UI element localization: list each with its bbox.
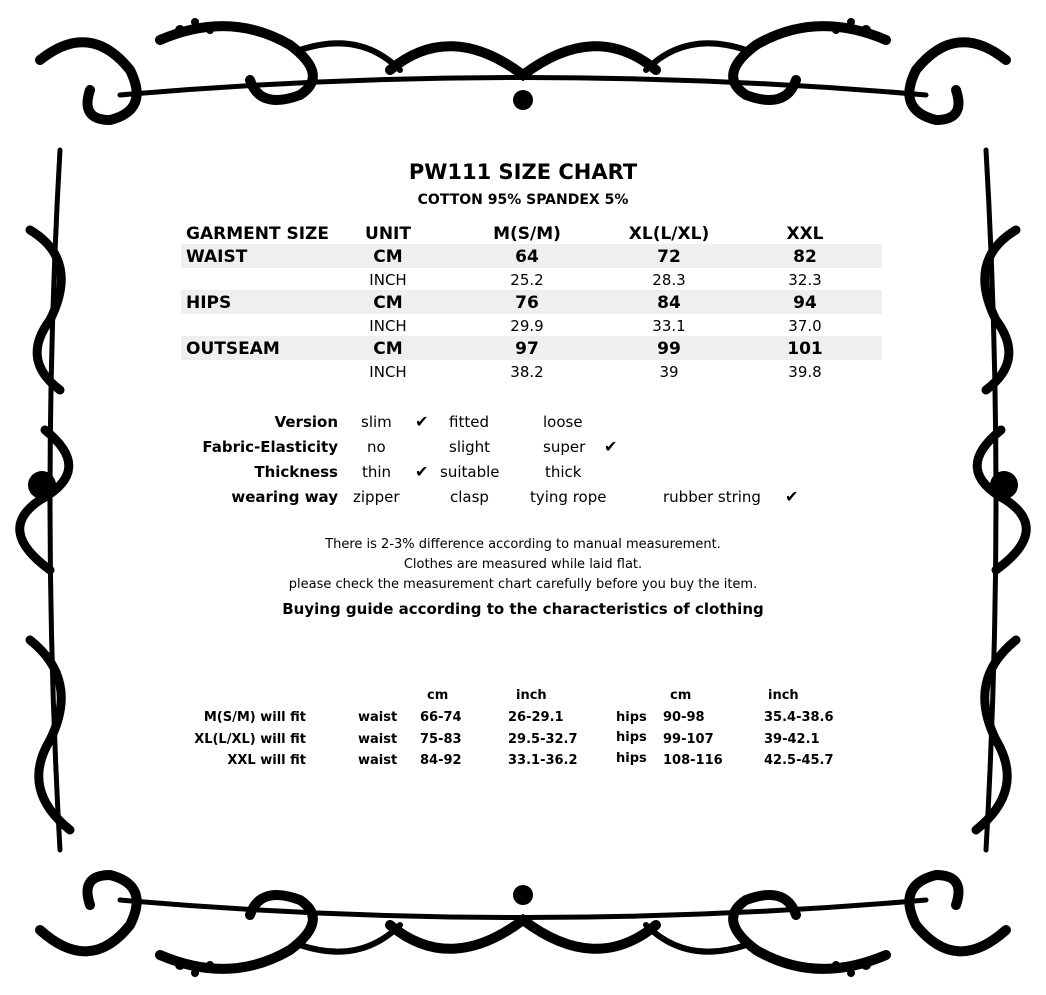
feature-option: clasp [450,488,489,506]
fit-waist: waist [358,753,398,768]
fit-label: XL(L/XL) will fit [194,732,306,747]
fit-hips: hips [616,730,647,745]
cell-value: 39 [659,363,679,381]
feature-option: slim [361,413,392,431]
check-mark-icon: ✔ [785,487,799,506]
feature-label-fabric-elasticity: Fabric-Elasticity [202,438,338,456]
row-label-outseam: OUTSEAM [186,339,280,359]
fit-waist-cm: 66-74 [420,710,462,725]
row-label-waist: WAIST [186,247,248,267]
feature-label-thickness: Thickness [254,463,338,481]
fit-label: XXL will fit [227,753,306,768]
unit-cm: CM [373,293,403,313]
feature-option: no [367,438,386,456]
feature-option: rubber string [663,488,761,506]
cell-value: 99 [657,339,681,359]
buying-guide-title: Buying guide according to the characteristics of clothing [282,600,764,618]
fit-hips-inch: 42.5-45.7 [764,753,834,768]
header-unit: UNIT [365,224,411,244]
row-label-hips: HIPS [186,293,232,313]
header-garment-size: GARMENT SIZE [186,224,329,244]
fit-waist-cm: 75-83 [420,732,462,747]
feature-option: suitable [440,463,500,481]
cell-value: 37.0 [788,317,822,335]
fit-hips-cm: 90-98 [663,710,705,725]
fit-waist: waist [358,710,398,725]
fit-hips: hips [616,751,647,766]
feature-option: loose [543,413,583,431]
fit-hips-inch: 39-42.1 [764,732,820,747]
chart-title: PW111 SIZE CHART [408,160,638,184]
cell-value: 25.2 [510,271,544,289]
check-mark-icon: ✔ [604,437,618,456]
col-header-hips-cm: cm [670,688,692,703]
fit-hips-cm: 99-107 [663,732,714,747]
fit-hips: hips [616,710,647,725]
cell-value: 72 [657,247,681,267]
measurement-note: Clothes are measured while laid flat. [403,557,643,572]
feature-option: fitted [449,413,489,431]
fit-waist-inch: 26-29.1 [508,710,564,725]
feature-option: thick [545,463,582,481]
feature-label-version: Version [274,413,338,431]
cell-value: 101 [787,339,823,359]
feature-option: super [543,438,586,456]
cell-value: 97 [515,339,539,359]
cell-value: 29.9 [510,317,544,335]
feature-option: thin [362,463,392,481]
feature-option: zipper [353,488,400,506]
cell-value: 94 [793,293,817,313]
header-size-m: M(S/M) [493,224,561,244]
cell-value: 33.1 [652,317,686,335]
material-composition: COTTON 95% SPANDEX 5% [417,192,629,208]
unit-cm: CM [373,339,403,359]
measurement-note: please check the measurement chart carefully before you buy the item. [288,577,758,592]
fit-waist-inch: 29.5-32.7 [508,732,578,747]
measurement-note: There is 2-3% difference according to manual measurement. [325,537,721,552]
col-header-hips-inch: inch [768,688,799,703]
cell-value: 76 [515,293,539,313]
feature-option: slight [449,438,491,456]
feature-option: tying rope [530,488,607,506]
unit-cm: CM [373,247,403,267]
fit-waist-inch: 33.1-36.2 [508,753,578,768]
header-size-xxl: XXL [786,224,824,244]
fit-hips-inch: 35.4-38.6 [764,710,834,725]
fit-label: M(S/M) will fit [203,710,306,725]
cell-value: 28.3 [652,271,686,289]
col-header-waist-cm: cm [427,688,449,703]
unit-inch: INCH [369,317,407,335]
unit-inch: INCH [369,271,407,289]
cell-value: 38.2 [510,363,544,381]
check-mark-icon: ✔ [415,412,429,431]
header-size-xl: XL(L/XL) [628,224,710,244]
fit-waist-cm: 84-92 [420,753,462,768]
check-mark-icon: ✔ [415,462,429,481]
cell-value: 32.3 [788,271,822,289]
cell-value: 39.8 [788,363,822,381]
cell-value: 64 [515,247,539,267]
unit-inch: INCH [369,363,407,381]
fit-waist: waist [358,732,398,747]
col-header-waist-inch: inch [516,688,547,703]
feature-label-wearing-way: wearing way [231,488,338,506]
fit-hips-cm: 108-116 [663,753,723,768]
cell-value: 82 [793,247,817,267]
cell-value: 84 [657,293,681,313]
